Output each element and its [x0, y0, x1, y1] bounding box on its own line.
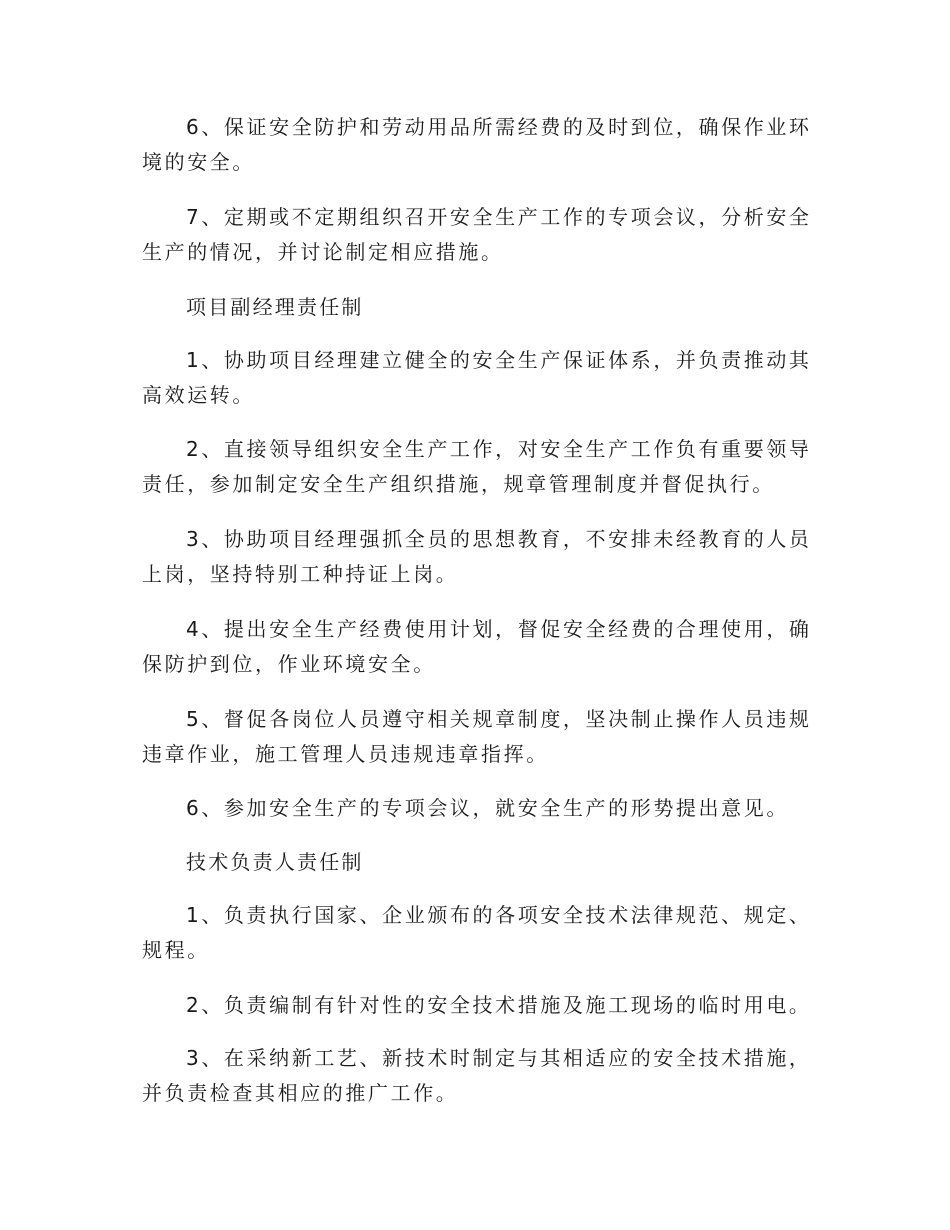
paragraph-tech-item-1: 1、负责执行国家、企业颁布的各项安全技术法律规范、规定、规程。 — [142, 903, 812, 962]
paragraph-tech-item-3: 3、在采纳新工艺、新技术时制定与其相适应的安全技术措施，并负责检查其相应的推广工作。 — [142, 1046, 812, 1105]
paragraph-tech-item-2: 2、负责编制有针对性的安全技术措施及施工现场的临时用电。 — [186, 993, 812, 1017]
paragraph-deputy-item-6: 6、参加安全生产的专项会议，就安全生产的形势提出意见。 — [186, 796, 789, 820]
paragraph-item-7-meetings: 7、定期或不定期组织召开安全生产工作的专项会议，分析安全生产的情况，并讨论制定相应措施。 — [142, 205, 812, 264]
paragraph-item-6-funding: 6、保证安全防护和劳动用品所需经费的及时到位，确保作业环境的安全。 — [142, 115, 812, 174]
paragraph-deputy-item-1: 1、协助项目经理建立健全的安全生产保证体系，并负责推动其高效运转。 — [142, 348, 812, 407]
paragraph-deputy-item-5: 5、督促各岗位人员遵守相关规章制度，坚决制止操作人员违规违章作业，施工管理人员违规违章指挥。 — [142, 707, 812, 766]
paragraph-deputy-item-3: 3、协助项目经理强抓全员的思想教育，不安排未经教育的人员上岗，坚持特别工种持证上岗。 — [142, 527, 812, 586]
paragraph-deputy-item-2: 2、直接领导组织安全生产工作，对安全生产工作负有重要领导责任，参加制定安全生产组织措施，规章管理制度并督促执行。 — [142, 437, 812, 496]
paragraph-deputy-item-4: 4、提出安全生产经费使用计划，督促安全经费的合理使用，确保防护到位，作业环境安全。 — [142, 617, 812, 676]
section-heading-technical-lead: 技术负责人责任制 — [186, 850, 364, 874]
section-heading-deputy-manager: 项目副经理责任制 — [186, 295, 364, 319]
